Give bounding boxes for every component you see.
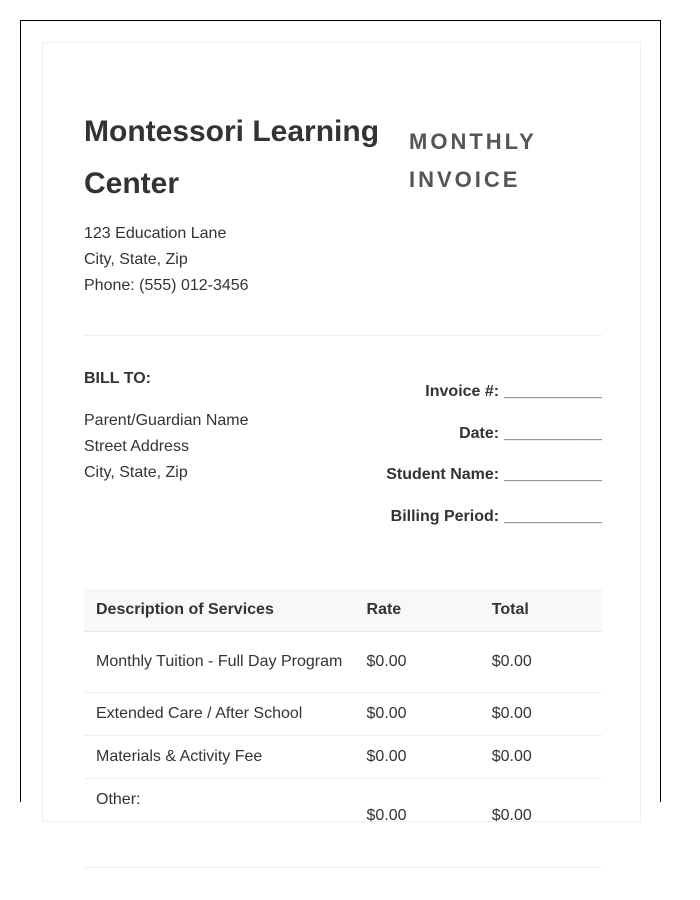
row-total: $0.00 [480, 693, 602, 736]
bill-to-address [84, 408, 249, 486]
meta-invoice-number [302, 383, 602, 425]
header-description: Description of Services [84, 589, 355, 632]
invoice-title: MONTHLY INVOICE [409, 129, 537, 192]
row-total: $0.00 [480, 632, 602, 693]
row-description: Other: [84, 779, 355, 868]
address-line-city: City, State, Zip [84, 251, 188, 268]
row-total: $0.00 [480, 736, 602, 779]
bill-to-street: Street Address [84, 438, 189, 455]
table-row [84, 736, 602, 779]
header-rate: Rate [355, 589, 480, 632]
header-total: Total [480, 589, 602, 632]
row-description: Extended Care / After School [84, 693, 355, 736]
meta-blank-field: ___________ [504, 507, 602, 525]
services-table [84, 589, 602, 868]
school-address [84, 221, 249, 299]
row-rate: $0.00 [355, 632, 480, 693]
row-rate: $0.00 [355, 779, 480, 868]
table-header-row [84, 589, 602, 632]
row-total: $0.00 [480, 779, 602, 868]
bill-to-city: City, State, Zip [84, 464, 188, 481]
table-row [84, 779, 602, 868]
table-row [84, 632, 602, 693]
address-line-street: 123 Education Lane [84, 225, 227, 242]
meta-student-name [302, 466, 602, 508]
address-line-phone: Phone: (555) 012-3456 [84, 277, 249, 294]
meta-label: Date: [459, 424, 500, 442]
meta-label: Student Name: [386, 466, 500, 483]
bill-to-label: BILL TO: [84, 370, 151, 387]
document-frame [20, 20, 661, 824]
row-description: Materials & Activity Fee [84, 736, 355, 779]
row-description-text: Monthly Tuition - Full Day Program [96, 653, 343, 670]
bill-to-name: Parent/Guardian Name [84, 412, 249, 429]
meta-billing-period [302, 508, 602, 550]
row-description [84, 632, 355, 693]
table-row [84, 693, 602, 736]
meta-blank-field: ___________ [504, 466, 602, 483]
meta-date [302, 425, 602, 467]
header-divider [84, 335, 602, 336]
invoice-meta [302, 383, 602, 549]
meta-blank-field: ___________ [504, 424, 602, 442]
invoice-page [42, 42, 641, 822]
meta-label: Billing Period: [390, 507, 500, 525]
meta-blank-field: ___________ [504, 383, 602, 400]
row-rate: $0.00 [355, 693, 480, 736]
school-name: Montessori Learning Center [84, 115, 380, 200]
meta-label: Invoice #: [425, 383, 500, 400]
row-rate: $0.00 [355, 736, 480, 779]
